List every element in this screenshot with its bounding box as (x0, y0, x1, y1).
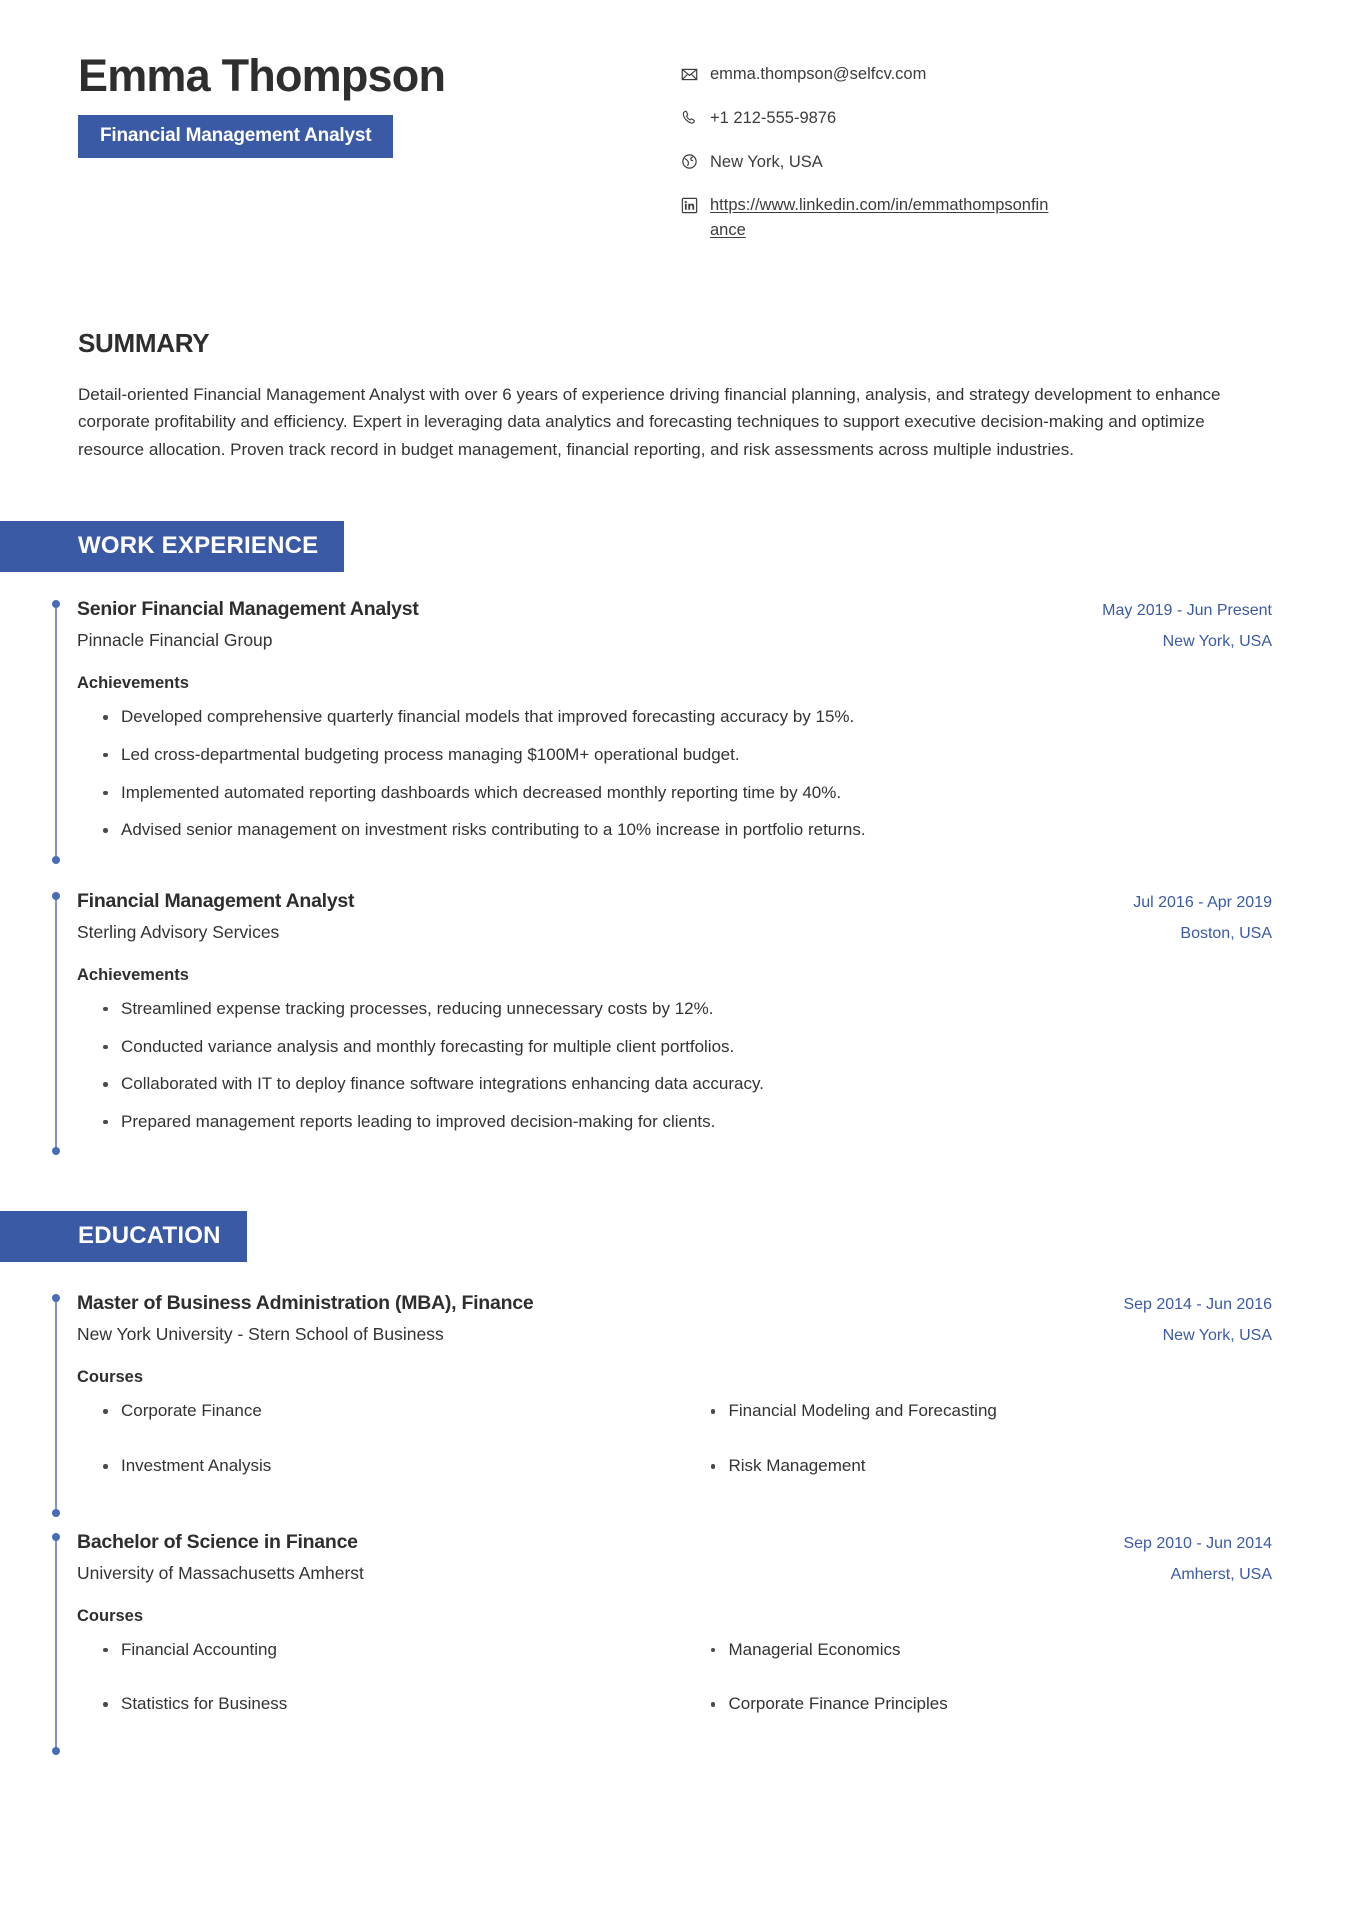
achievement-item: Implemented automated reporting dashboards which decreased monthly reporting time by 40%. (77, 781, 1272, 806)
achievement-item: Collaborated with IT to deploy finance software integrations enhancing data accuracy. (77, 1072, 1272, 1097)
entry-location: New York, USA (1162, 633, 1272, 651)
achievement-item: Advised senior management on investment risks contributing to a 10% increase in portfolio returns. (77, 818, 1272, 843)
entry-institution: New York University - Stern School of Business (77, 1324, 444, 1345)
contact-text: emma.thompson@selfcv.com (710, 65, 927, 83)
contact-link-text[interactable]: https://www.linkedin.com/in/emmathompsonfinance (710, 196, 1049, 239)
envelope-icon (678, 63, 700, 85)
entry-location: New York, USA (1162, 1327, 1272, 1345)
entry-date: Sep 2010 - Jun 2014 (1123, 1534, 1272, 1552)
entry-subheader-row (77, 1563, 1272, 1584)
timeline-line (55, 1539, 57, 1749)
summary-section (0, 262, 1350, 464)
achievements-label: Achievements (77, 965, 189, 984)
entry-title: Financial Management Analyst (77, 889, 355, 912)
achievements-list (77, 997, 1272, 1135)
course-item: Risk Management (685, 1454, 1273, 1479)
entry-subheader-row (77, 922, 1272, 943)
achievement-item: Prepared management reports leading to improved decision-making for clients. (77, 1110, 1272, 1135)
globe-icon (678, 151, 700, 173)
entry-date: May 2019 - Jun Present (1102, 602, 1272, 620)
entry-title: Bachelor of Science in Finance (77, 1530, 358, 1553)
work-experience-entry (55, 598, 1272, 862)
contact-text: +1 212-555-9876 (710, 108, 837, 127)
achievement-item: Led cross-departmental budgeting process managing $100M+ operational budget. (77, 743, 1272, 768)
entry-date: Sep 2014 - Jun 2016 (1123, 1296, 1272, 1314)
timeline-dot-top (52, 892, 60, 900)
timeline-line (55, 606, 57, 858)
course-item: Financial Modeling and Forecasting (685, 1399, 1273, 1424)
education-section (0, 1153, 1350, 1262)
work-experience-entries (0, 598, 1350, 1153)
entry-title: Master of Business Administration (MBA), Finance (77, 1292, 534, 1315)
entry-header-row (77, 598, 1272, 621)
contact-list (598, 52, 1272, 262)
entry-header-row (77, 1531, 1272, 1554)
course-item: Financial Accounting (77, 1638, 665, 1663)
entry-date: Jul 2016 - Apr 2019 (1133, 893, 1272, 911)
contact-item (678, 62, 1272, 87)
achievement-item: Developed comprehensive quarterly financial models that improved forecasting accuracy by 15%. (77, 705, 1272, 730)
achievement-item: Conducted variance analysis and monthly forecasting for multiple client portfolios. (77, 1035, 1272, 1060)
job-title-band: Financial Management Analyst (78, 115, 393, 158)
courses-label: Courses (77, 1606, 144, 1625)
summary-heading: SUMMARY (78, 327, 210, 358)
achievements-list (77, 705, 1272, 843)
entry-subheader-row (77, 1324, 1272, 1345)
work-experience-heading: WORK EXPERIENCE (0, 521, 344, 572)
phone-icon (678, 107, 700, 129)
courses-grid (77, 1638, 1272, 1747)
contact-item (678, 150, 1272, 175)
timeline-line (55, 1300, 57, 1510)
education-entry (55, 1531, 1272, 1753)
education-heading: EDUCATION (0, 1211, 247, 1262)
entry-subheader-row (77, 630, 1272, 651)
linkedin-icon (678, 194, 700, 216)
timeline-dot-top (52, 1533, 60, 1541)
timeline-dot-bottom (52, 856, 60, 864)
timeline-line (55, 898, 57, 1150)
entry-header-row (77, 1292, 1272, 1315)
page-title: Emma Thompson (78, 50, 446, 101)
course-item: Investment Analysis (77, 1454, 665, 1479)
contact-item (678, 106, 1272, 131)
contact-text: New York, USA (710, 152, 823, 171)
education-entry (55, 1292, 1272, 1514)
resume-header (0, 0, 1350, 262)
work-experience-entry (55, 890, 1272, 1154)
entry-institution: University of Massachusetts Amherst (77, 1562, 364, 1583)
course-item: Managerial Economics (685, 1638, 1273, 1663)
courses-grid (77, 1399, 1272, 1508)
work-experience-section (0, 463, 1350, 572)
summary-text: Detail-oriented Financial Management Analyst with over 6 years of experience driving financial planning, analysis, and strategy development to enhance corporate profitability and efficiency. Expert in leveraging data analytics and forecasting techniques to support executive decision-making and optimize resource allocation. Proven track record in budget management, financial reporting, and risk assessments across multiple industries. (78, 384, 1221, 459)
header-identity (78, 52, 598, 158)
entry-company: Sterling Advisory Services (77, 921, 280, 942)
courses-label: Courses (77, 1368, 144, 1387)
timeline-dot-bottom (52, 1509, 60, 1517)
timeline-dot-bottom (52, 1747, 60, 1755)
entry-location: Amherst, USA (1170, 1565, 1272, 1583)
entry-header-row (77, 890, 1272, 913)
course-item: Corporate Finance Principles (685, 1692, 1273, 1717)
entry-company: Pinnacle Financial Group (77, 630, 273, 651)
entry-spacer (55, 862, 1272, 890)
timeline-dot-top (52, 1294, 60, 1302)
entry-title: Senior Financial Management Analyst (77, 598, 419, 621)
entry-location: Boston, USA (1180, 924, 1272, 942)
course-item: Statistics for Business (77, 1692, 665, 1717)
timeline-dot-top (52, 600, 60, 608)
achievement-item: Streamlined expense tracking processes, reducing unnecessary costs by 12%. (77, 997, 1272, 1022)
course-item: Corporate Finance (77, 1399, 665, 1424)
education-entries (0, 1292, 1350, 1753)
achievements-label: Achievements (77, 674, 189, 693)
contact-item[interactable] (678, 193, 1272, 243)
entry-spacer (55, 1515, 1272, 1531)
